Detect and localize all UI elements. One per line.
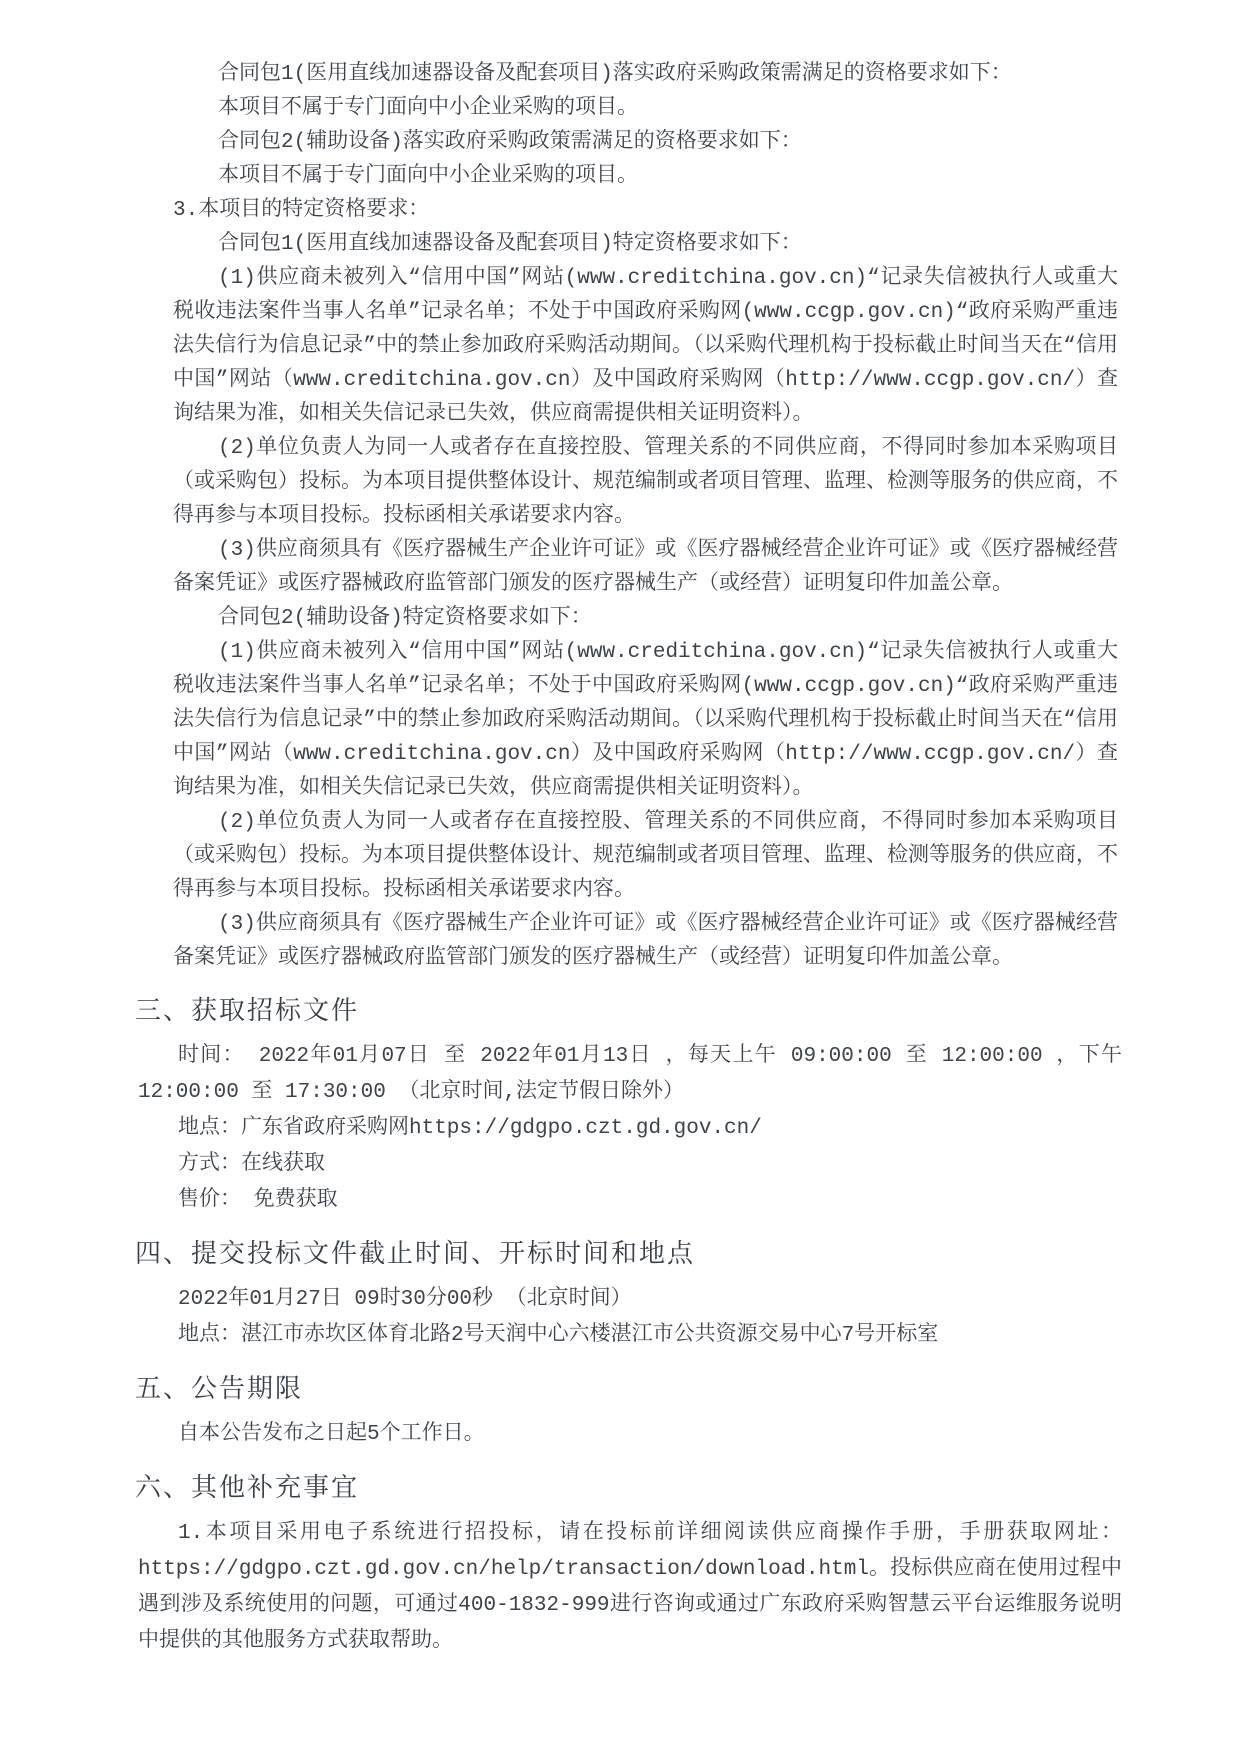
section-heading: 五、公告期限 — [135, 1374, 304, 1403]
paragraph: (2)单位负责人为同一人或者存在直接控股、管理关系的不同供应商，不得同时参加本采购项目（或采购包）投标。为本项目提供整体设计、规范编制或者项目管理、监理、检测等服务的供应商，不得再参与本项目投标。投标函相关承诺要求内容。 — [173, 811, 1118, 902]
section-heading: 四、提交投标文件截止时间、开标时间和地点 — [135, 1239, 696, 1268]
section-heading: 六、其他补充事宜 — [135, 1473, 360, 1502]
paragraph: 本项目不属于专门面向中小企业采购的项目。 — [218, 165, 638, 188]
section — [0, 1469, 1242, 1660]
paragraph: 本项目不属于专门面向中小企业采购的项目。 — [218, 97, 638, 120]
paragraph: (1)供应商未被列入“信用中国”网站(www.creditchina.gov.cn)“记录失信被执行人或重大税收违法案件当事人名单”记录名单；不处于中国政府采购网(www.ccgp.gov.cn)“政府采购严重违法失信行为信息记录”中的禁止参加政府采购活动期间。（以采购代理机构于投标截止时间当天在“信用中国”网站（www.creditchina.gov.cn）及中国政府采购网（http://www.ccgp.gov.cn/）查询结果为准，如相关失信记录已失效，供应商需提供相关证明资料）。 — [173, 641, 1118, 800]
sections-container — [0, 992, 1242, 1660]
paragraph: 1.本项目采用电子系统进行招投标，请在投标前详细阅读供应商操作手册，手册获取网址：https://gdgpo.czt.gd.gov.cn/help/transaction/download.html。投标供应商在使用过程中遇到涉及系统使用的问题，可通过400-1832-999进行咨询或通过广东政府采购智慧云平台运维服务说明中提供的其他服务方式获取帮助。 — [138, 1522, 1122, 1653]
paragraph: 2022年01月27日 09时30分00秒 （北京时间） — [178, 1288, 632, 1311]
paragraph: 方式：在线获取 — [178, 1153, 325, 1176]
paragraph: 地点：广东省政府采购网https://gdgpo.czt.gd.gov.cn/ — [178, 1117, 762, 1140]
section-body — [138, 1417, 1122, 1453]
section — [0, 1370, 1242, 1453]
paragraph: 合同包1(医用直线加速器设备及配套项目)落实政府采购政策需满足的资格要求如下： — [218, 63, 1012, 86]
paragraph: 自本公告发布之日起5个工作日。 — [178, 1423, 485, 1446]
paragraph: (2)单位负责人为同一人或者存在直接控股、管理关系的不同供应商，不得同时参加本采购项目（或采购包）投标。为本项目提供整体设计、规范编制或者项目管理、监理、检测等服务的供应商，不得再参与本项目投标。投标函相关承诺要求内容。 — [173, 437, 1118, 528]
section-body — [138, 1282, 1122, 1354]
paragraph: 合同包1(医用直线加速器设备及配套项目)特定资格要求如下： — [218, 233, 802, 256]
paragraph: 售价： 免费获取 — [178, 1189, 338, 1212]
paragraph: (1)供应商未被列入“信用中国”网站(www.creditchina.gov.cn)“记录失信被执行人或重大税收违法案件当事人名单”记录名单；不处于中国政府采购网(www.ccgp.gov.cn)“政府采购严重违法失信行为信息记录”中的禁止参加政府采购活动期间。（以采购代理机构于投标截止时间当天在“信用中国”网站（www.creditchina.gov.cn）及中国政府采购网（http://www.ccgp.gov.cn/）查询结果为准，如相关失信记录已失效，供应商需提供相关证明资料）。 — [173, 267, 1118, 426]
section-heading: 三、获取招标文件 — [135, 996, 360, 1025]
paragraph: (3)供应商须具有《医疗器械生产企业许可证》或《医疗器械经营企业许可证》或《医疗器械经营备案凭证》或医疗器械政府监管部门颁发的医疗器械生产（或经营）证明复印件加盖公章。 — [173, 913, 1118, 970]
section — [0, 992, 1242, 1219]
paragraph: 时间： 2022年01月07日 至 2022年01月13日 ，每天上午 09:00:00 至 12:00:00 ，下午 12:00:00 至 17:30:00 （北京时间,法定节假日除外） — [138, 1045, 1122, 1104]
paragraph: 合同包2(辅助设备)特定资格要求如下： — [218, 607, 592, 630]
paragraph: 地点：湛江市赤坎区体育北路2号天润中心六楼湛江市公共资源交易中心7号开标室 — [178, 1324, 939, 1347]
section-body — [138, 1516, 1122, 1660]
section-body — [138, 1039, 1122, 1219]
paragraph: 3.本项目的特定资格要求： — [173, 199, 430, 222]
paragraph: (3)供应商须具有《医疗器械生产企业许可证》或《医疗器械经营企业许可证》或《医疗器械经营备案凭证》或医疗器械政府监管部门颁发的医疗器械生产（或经营）证明复印件加盖公章。 — [173, 539, 1118, 596]
paragraph: 合同包2(辅助设备)落实政府采购政策需满足的资格要求如下： — [218, 131, 802, 154]
section — [0, 1235, 1242, 1354]
intro-paragraphs — [173, 58, 1118, 976]
